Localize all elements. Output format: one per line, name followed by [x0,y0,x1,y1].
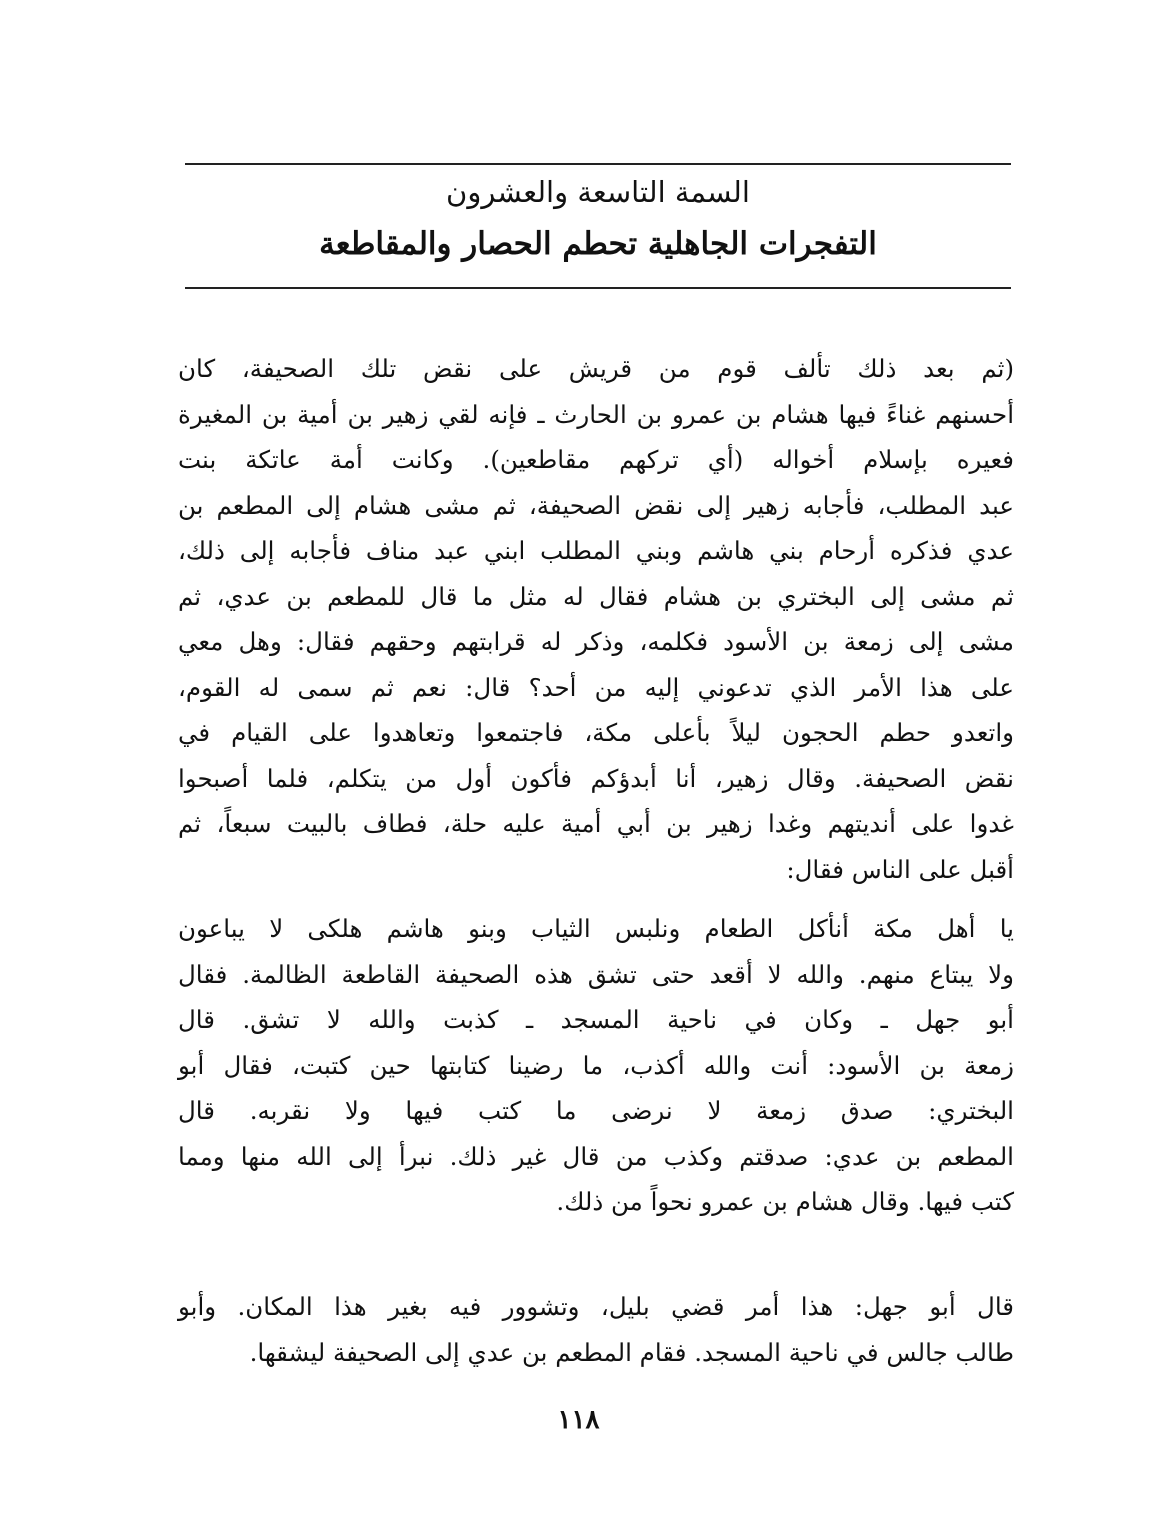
text-line: (ثم بعد ذلك تألف قوم من قريش على نقض تلك الصحيفة، كان [178,354,1015,383]
paragraph-3 [178,1284,1014,1375]
page-number: ١١٨ [557,1405,600,1435]
text-line: قال أبو جهل: هذا أمر قضي بليل، وتشوور فيه بغير هذا المكان. وأبو [178,1292,1014,1321]
text-line: زمعة بن الأسود: أنت والله أكذب، ما رضينا كتابتها حين كتبت، فقال أبو [178,1050,1014,1080]
text-line: مشى إلى زمعة بن الأسود فكلمه، وذكر له قرابتهم وحقهم فقال: وهل معي [178,627,1014,656]
text-line: غدوا على أنديتهم وغدا زهير بن أبي أمية عليه حلة، فطاف بالبيت سبعاً، ثم [178,809,1014,838]
text-line: نقض الصحيفة. وقال زهير، أنا أبدؤكم فأكون أول من يتكلم، فلما أصبحوا [178,763,1014,793]
text-line: المطعم بن عدي: صدقتم وكذب من قال غير ذلك. نبرأ إلى الله منها ومما [178,1141,1014,1171]
chapter-title: التفجرات الجاهلية تحطم الحصار والمقاطعة [319,226,877,262]
text-line: أقبل على الناس فقال: [786,854,1014,884]
text-line: فعيره بإسلام أخواله (أي تركهم مقاطعين). وكانت أمة عاتكة بنت [178,445,1014,474]
top-divider [185,163,1011,165]
chapter-subtitle: السمة التاسعة والعشرون [446,175,750,209]
text-line: عدي فذكره أرحام بني هاشم وبني المطلب ابني عبد مناف فأجابه إلى ذلك، [178,536,1014,565]
text-line: عبد المطلب، فأجابه زهير إلى نقض الصحيفة، ثم مشى هشام إلى المطعم بن [178,490,1014,520]
text-line: واتعدو حطم الحجون ليلاً بأعلى مكة، فاجتمعوا وتعاهدوا على القيام في [178,718,1014,747]
text-line: يا أهل مكة أنأكل الطعام ونلبس الثياب وبنو هاشم هلكى لا يباعون [178,914,1014,943]
text-line: أحسنهم غناءً فيها هشام بن عمرو بن الحارث ـ فإنه لقي زهير بن أمية بن المغيرة [178,399,1014,429]
text-line: البختري: صدق زمعة لا نرضى ما كتب فيها ولا نقربه. قال [178,1096,1014,1125]
text-line: أبو جهل ـ وكان في ناحية المسجد ـ كذبت والله لا تشق. قال [178,1005,1014,1034]
text-line: على هذا الأمر الذي تدعوني إليه من أحد؟ قال: نعم ثم سمى له القوم، [178,672,1014,702]
bottom-divider [185,287,1011,289]
text-line: كتب فيها. وقال هشام بن عمرو نحواً من ذلك. [556,1187,1014,1216]
text-line: ولا يبتاع منهم. والله لا أقعد حتى تشق هذه الصحيفة القاطعة الظالمة. فقال [178,959,1014,989]
paragraph-2 [178,906,1014,1225]
text-line: ثم مشى إلى البختري بن هشام فقال له مثل ما قال للمطعم بن عدي، ثم [178,581,1014,611]
paragraph-1 [178,346,1014,892]
text-line: طالب جالس في ناحية المسجد. فقام المطعم بن عدي إلى الصحيفة ليشقها. [249,1337,1014,1367]
